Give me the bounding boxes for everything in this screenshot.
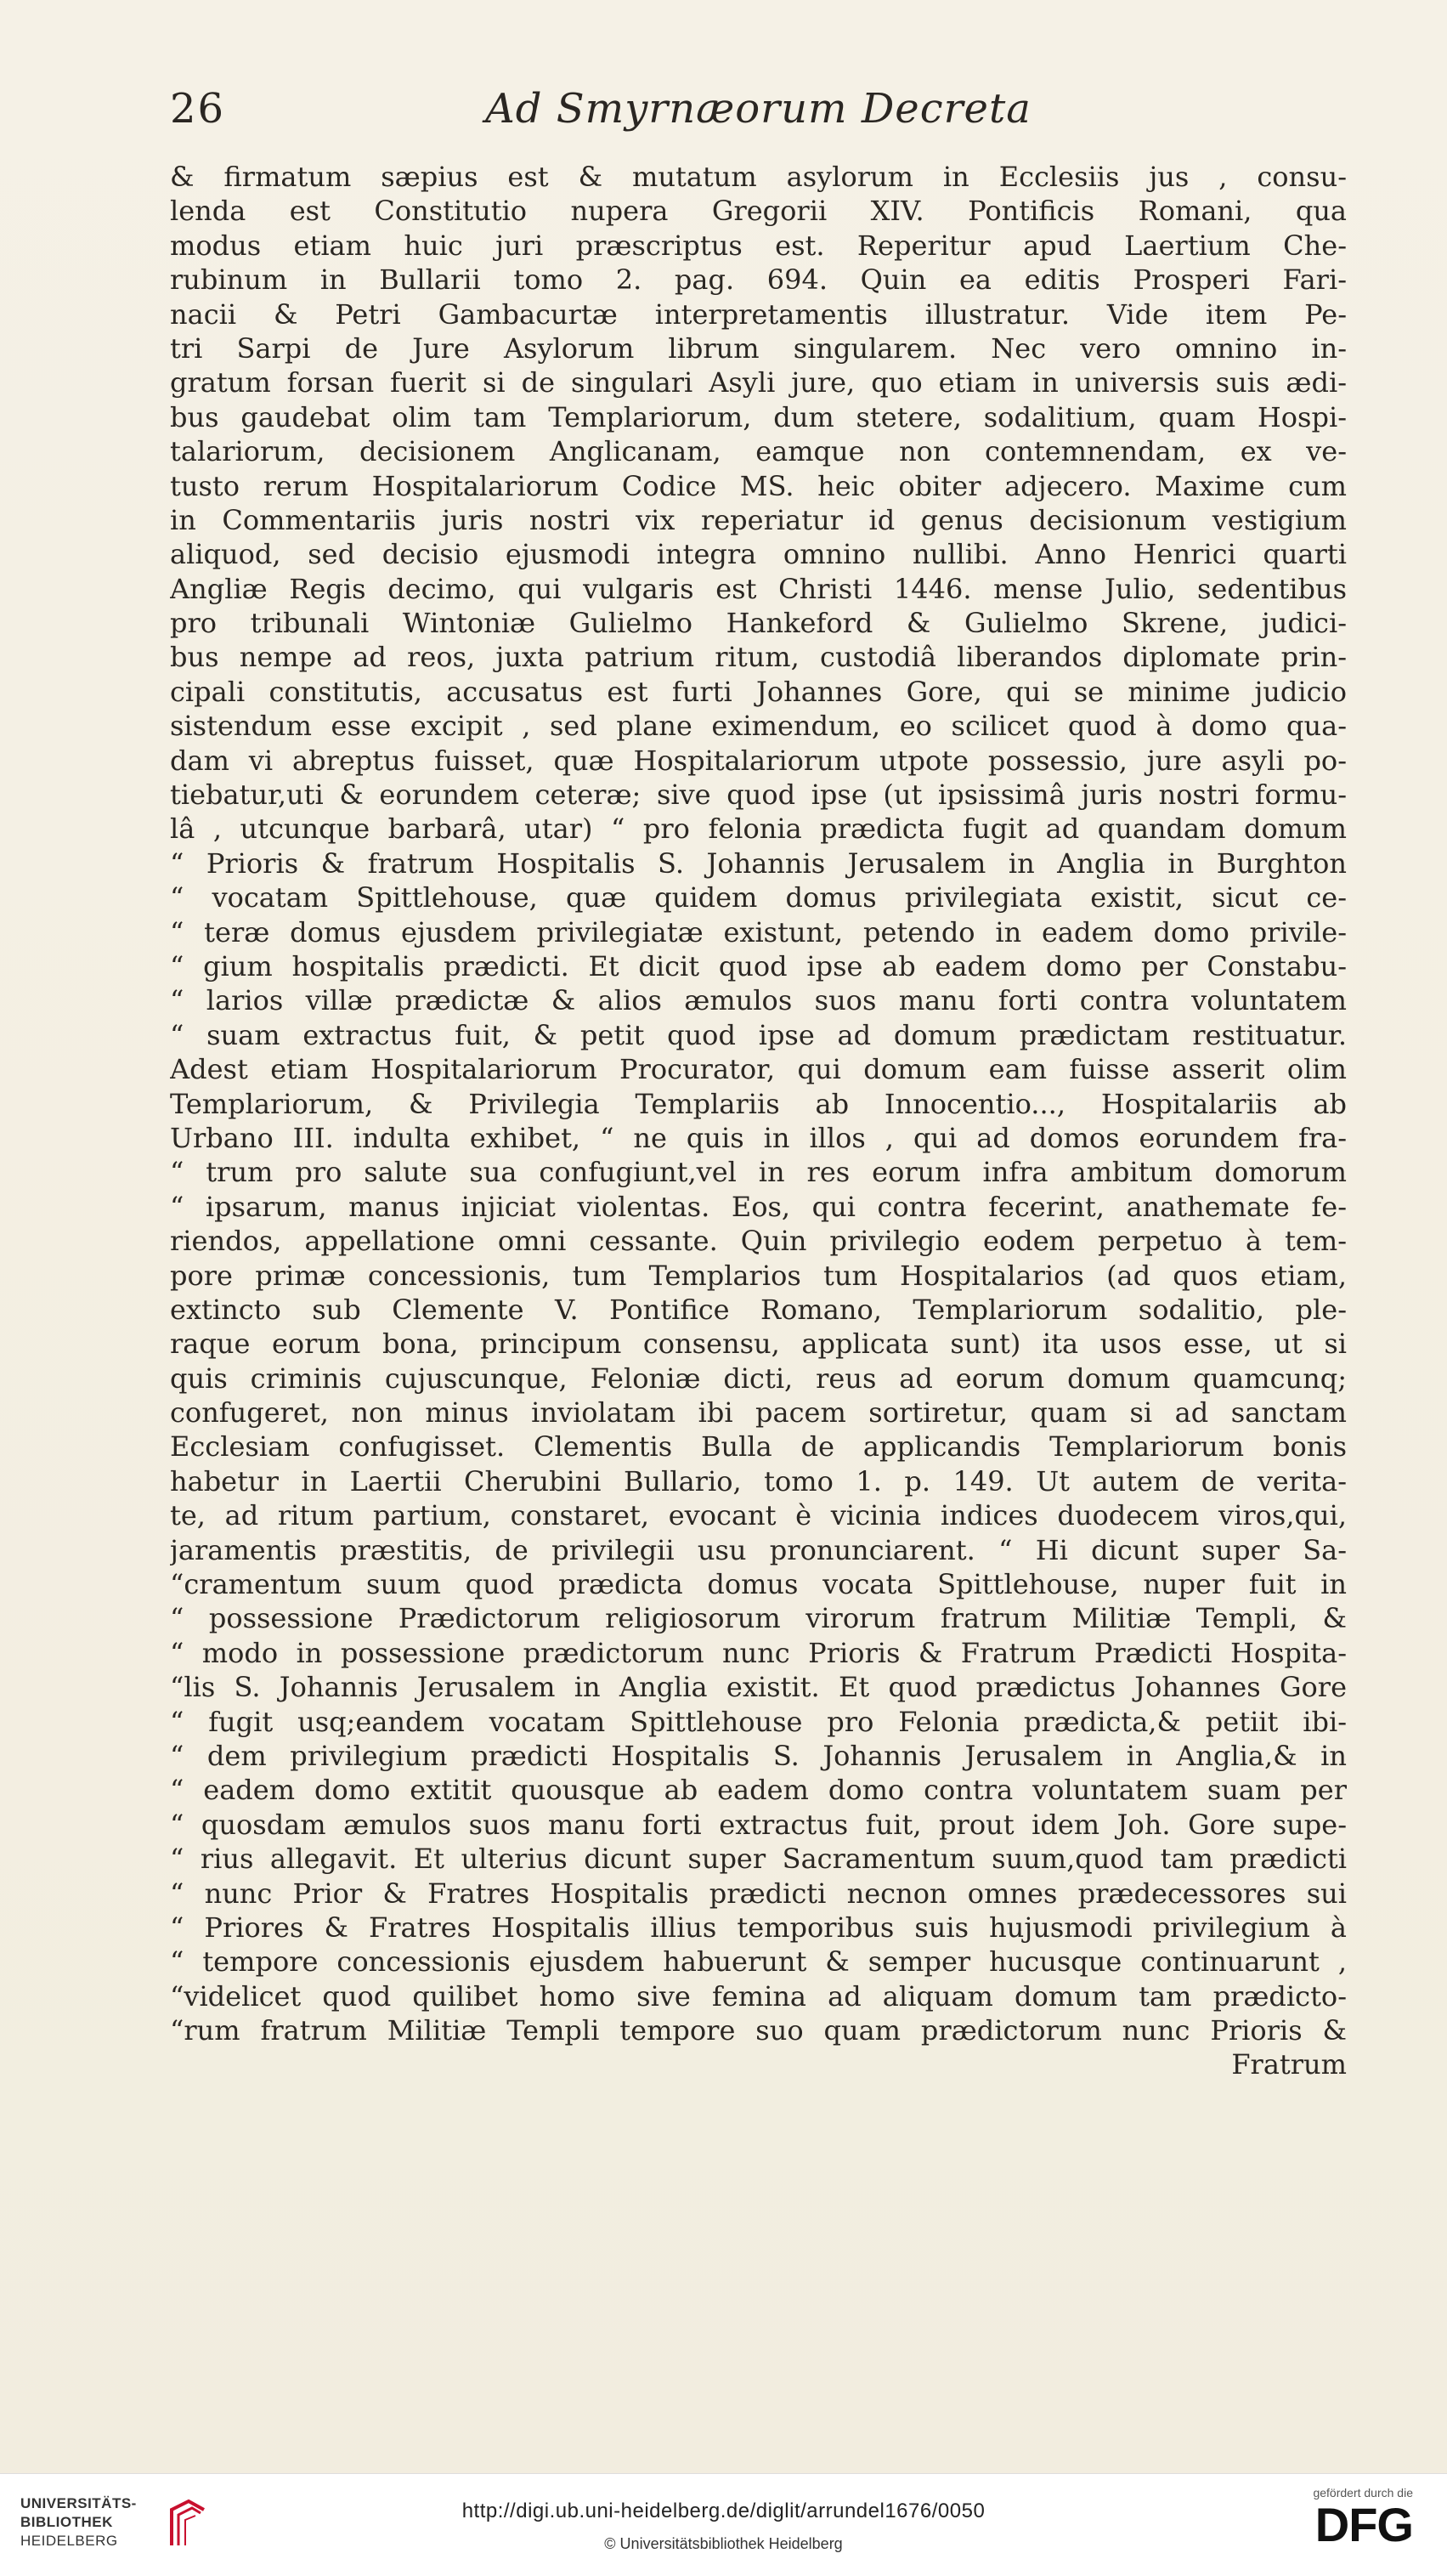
text-line: tusto rerum Hospitalariorum Codice MS. heic obiter adjecero. Maxime cum xyxy=(170,469,1347,502)
text-line: “ quosdam æmulos suos manu forti extractus fuit, prout idem Joh. Gore supe- xyxy=(170,1808,1347,1841)
dfg-logo: DFG xyxy=(1314,2498,1413,2551)
text-line: Ecclesiam confugisset. Clementis Bulla de applicandis Templariorum bonis xyxy=(170,1430,1347,1464)
text-line: “cramentum suum quod prædicta domus vocata Spittlehouse, nuper fuit in xyxy=(170,1568,1347,1601)
text-line: “ suam extractus fuit, & petit quod ipse ad domum prædictam restituatur. xyxy=(170,1018,1347,1051)
text-line: pro tribunali Wintoniæ Gulielmo Hankeford & Gulielmo Skrene, judici- xyxy=(170,607,1347,640)
text-line: lenda est Constitutio nupera Gregorii XIV. Pontificis Romani, qua xyxy=(170,195,1347,228)
text-line: habetur in Laertii Cherubini Bullario, tomo 1. p. 149. Ut autem de verita- xyxy=(170,1464,1347,1497)
text-line: bus nempe ad reos, juxta patrium ritum, custodiâ liberandos diplomate prin- xyxy=(170,641,1347,674)
text-line: Angliæ Regis decimo, qui vulgaris est Christi 1446. mense Julio, sedentibus xyxy=(170,572,1347,605)
catchword: Fratrum xyxy=(1231,2048,1347,2081)
body-text xyxy=(170,160,1347,2082)
viewer-footer xyxy=(0,2473,1447,2576)
text-line: tri Sarpi de Jure Asylorum librum singularem. Nec vero omnino in- xyxy=(170,331,1347,365)
text-line: “rum fratrum Militiæ Templi tempore suo quam prædictorum nunc Prioris & xyxy=(170,2014,1347,2047)
text-line: “ tempore concessionis ejusdem habuerunt & semper hucusque continuarunt , xyxy=(170,1945,1347,1979)
text-line: “ fugit usq;eandem vocatam Spittlehouse pro Felonia prædicta,& petiit ibi- xyxy=(170,1705,1347,1738)
text-line: gratum forsan fuerit si de singulari Asyli jure, quo etiam in universis suis ædi- xyxy=(170,366,1347,399)
text-line: tiebatur,uti & eorundem ceteræ; sive quod ipse (ut ipsissimâ juris nostri formu- xyxy=(170,778,1347,812)
text-line: “ possessione Prædictorum religiosorum virorum fratrum Militiæ Templi, & xyxy=(170,1602,1347,1635)
text-line: jaramentis præstitis, de privilegii usu pronunciarent. “ Hi dicunt super Sa- xyxy=(170,1533,1347,1566)
text-line: & firmatum sæpius est & mutatum asylorum in Ecclesiis jus , consu- xyxy=(170,161,1347,193)
text-line: “ dem privilegium prædicti Hospitalis S. Johannis Jerusalem in Anglia,& in xyxy=(170,1739,1347,1772)
text-line: aliquod, sed decisio ejusmodi integra omnino nullibi. Anno Henrici quarti xyxy=(170,538,1347,571)
text-line: “ gium hospitalis prædicti. Et dicit quod ipse ab eadem domo per Constabu- xyxy=(170,949,1347,982)
text-line: “ eadem domo extitit quousque ab eadem domo contra voluntatem suam per xyxy=(170,1774,1347,1807)
text-line: “ teræ domus ejusdem privilegiatæ existunt, petendo in eadem domo privile- xyxy=(170,915,1347,948)
copyright-notice: © Universitätsbibliothek Heidelberg xyxy=(604,2535,843,2552)
text-line: “ larios villæ prædictæ & alios æmulos suos manu forti contra voluntatem xyxy=(170,984,1347,1017)
library-name-line3: HEIDELBERG xyxy=(20,2533,118,2549)
text-line: riendos, appellatione omni cessante. Quin privilegio eodem perpetuo à tem- xyxy=(170,1225,1347,1258)
text-line: “ Priores & Fratres Hospitalis illius temporibus suis hujusmodi privilegium à xyxy=(170,1911,1347,1944)
text-line: Adest etiam Hospitalariorum Procurator, qui domum eam fuisse asserit olim xyxy=(170,1053,1347,1086)
text-line: “ trum pro salute sua confugiunt,vel in res eorum infra ambitum domorum xyxy=(170,1156,1347,1189)
text-line: “ ipsarum, manus injiciat violentas. Eos, qui contra fecerint, anathemate fe- xyxy=(170,1190,1347,1223)
text-line: nacii & Petri Gambacurtæ interpretamentis illustratur. Vide item Pe- xyxy=(170,297,1347,331)
text-line: “ nunc Prior & Fratres Hospitalis prædicti necnon omnes prædecessores sui xyxy=(170,1877,1347,1910)
text-line: Urbano III. indulta exhibet, “ ne quis in illos , qui ad domos eorundem fra- xyxy=(170,1121,1347,1154)
running-title: Ad Smyrnæorum Decreta xyxy=(485,85,1032,133)
funding-label: gefördert durch die xyxy=(1313,2486,1413,2500)
text-line: lâ , utcunque barbarâ, utar) “ pro felonia prædicta fugit ad quandam domum xyxy=(170,812,1347,846)
text-line: bus gaudebat olim tam Templariorum, dum stetere, sodalitium, quam Hospi- xyxy=(170,400,1347,433)
library-name-line2: BIBLIOTHEK xyxy=(20,2514,113,2530)
permalink-url[interactable]: http://digi.ub.uni-heidelberg.de/diglit/arrundel1676/0050 xyxy=(461,2500,986,2522)
text-line: quis criminis cujuscunque, Feloniæ dicti, reus ad eorum domum quamcunq; xyxy=(170,1362,1347,1395)
text-line: “ vocatam Spittlehouse, quæ quidem domus privilegiata existit, sicut ce- xyxy=(170,881,1347,914)
text-line: cipali constitutis, accusatus est furti Johannes Gore, qui se minime judicio xyxy=(170,675,1347,708)
text-line: “lis S. Johannis Jerusalem in Anglia existit. Et quod prædictus Johannes Gore xyxy=(170,1671,1347,1704)
text-line: “ modo in possessione prædictorum nunc Prioris & Fratrum Prædicti Hospita- xyxy=(170,1636,1347,1669)
text-line: “ rius allegavit. Et ulterius dicunt super Sacramentum suum,quod tam prædicti xyxy=(170,1843,1347,1876)
text-line: dam vi abreptus fuisset, quæ Hospitalariorum utpote possessio, jure asyli po- xyxy=(170,744,1347,777)
text-line: raque eorum bona, principum consensu, applicata sunt) ita usos esse, ut si xyxy=(170,1328,1347,1361)
text-line: talariorum, decisionem Anglicanam, eamque non contemnendam, ex ve- xyxy=(170,435,1347,468)
page-header xyxy=(170,85,1347,153)
text-line: “videlicet quod quilibet homo sive femina ad aliquam domum tam prædicto- xyxy=(170,1979,1347,2013)
page-number: 26 xyxy=(170,85,226,133)
funding-credit[interactable] xyxy=(1303,2486,1413,2551)
text-line: in Commentariis juris nostri vix reperiatur id genus decisionum vestigium xyxy=(170,503,1347,536)
text-line: “ Prioris & fratrum Hospitalis S. Johannis Jerusalem in Anglia in Burghton xyxy=(170,846,1347,880)
text-line: modus etiam huic juri præscriptus est. Reperitur apud Laertium Che- xyxy=(170,229,1347,262)
text-line: Templariorum, & Privilegia Templariis ab Innocentio..., Hospitalariis ab xyxy=(170,1087,1347,1120)
text-line: sistendum esse excipit , sed plane eximendum, eo scilicet quod à domo qua- xyxy=(170,710,1347,743)
text-line: extincto sub Clemente V. Pontifice Romano, Templariorum sodalitio, ple- xyxy=(170,1293,1347,1326)
text-line: te, ad ritum partium, constaret, evocant è vicinia indices duodecem viros,qui, xyxy=(170,1499,1347,1532)
text-line: rubinum in Bullarii tomo 2. pag. 694. Quin ea editis Prosperi Fari- xyxy=(170,263,1347,297)
library-name-line1: UNIVERSITÄTS- xyxy=(20,2495,137,2511)
text-line: confugeret, non minus inviolatam ibi pacem sortiretur, quam si ad sanctam xyxy=(170,1396,1347,1430)
text-line: pore primæ concessionis, tum Templarios tum Hospitalarios (ad quos etiam, xyxy=(170,1259,1347,1292)
